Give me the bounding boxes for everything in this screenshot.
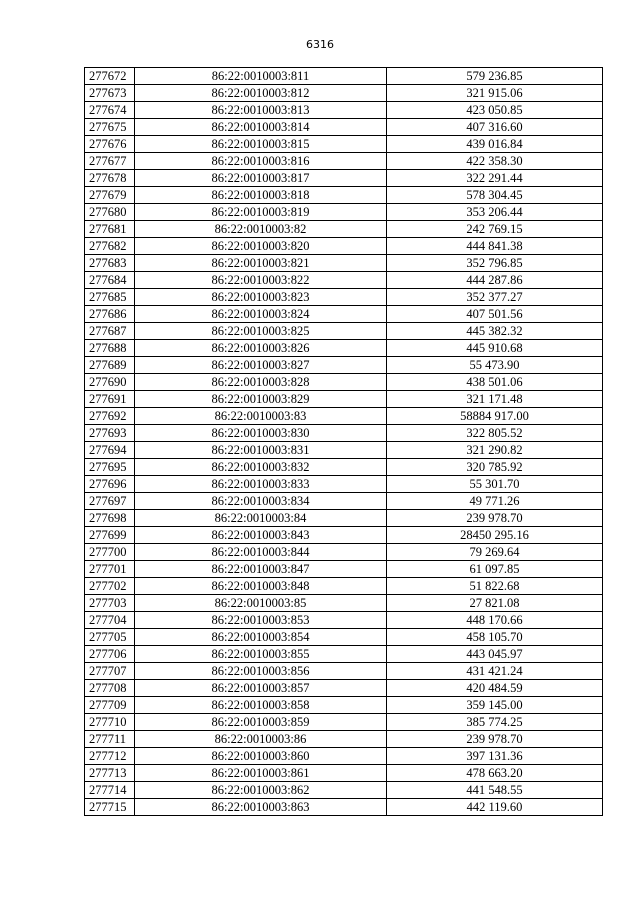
cadastral-value-cell: 385 774.25	[387, 714, 603, 731]
cadastral-value-cell: 27 821.08	[387, 595, 603, 612]
cadastral-number-cell: 86:22:0010003:813	[135, 102, 387, 119]
cadastral-number-cell: 86:22:0010003:860	[135, 748, 387, 765]
cadastral-value-cell: 239 978.70	[387, 731, 603, 748]
cadastral-number-cell: 86:22:0010003:858	[135, 697, 387, 714]
row-number-cell: 277672	[85, 68, 135, 85]
row-number-cell: 277695	[85, 459, 135, 476]
cadastral-number-cell: 86:22:0010003:824	[135, 306, 387, 323]
cadastral-value-cell: 321 290.82	[387, 442, 603, 459]
table-row	[85, 102, 603, 119]
row-number-cell: 277684	[85, 272, 135, 289]
cadastral-value-cell: 439 016.84	[387, 136, 603, 153]
cadastral-number-cell: 86:22:0010003:811	[135, 68, 387, 85]
table-row	[85, 272, 603, 289]
cadastral-value-cell: 423 050.85	[387, 102, 603, 119]
cadastral-value-cell: 445 382.32	[387, 323, 603, 340]
cadastral-number-cell: 86:22:0010003:817	[135, 170, 387, 187]
table-row	[85, 357, 603, 374]
cadastral-value-cell: 443 045.97	[387, 646, 603, 663]
cadastral-number-cell: 86:22:0010003:812	[135, 85, 387, 102]
cadastral-value-cell: 242 769.15	[387, 221, 603, 238]
cadastral-number-cell: 86:22:0010003:830	[135, 425, 387, 442]
cadastral-number-cell: 86:22:0010003:816	[135, 153, 387, 170]
table-row	[85, 459, 603, 476]
table-row	[85, 408, 603, 425]
row-number-cell: 277675	[85, 119, 135, 136]
cadastral-value-cell: 55 473.90	[387, 357, 603, 374]
cadastral-number-cell: 86:22:0010003:826	[135, 340, 387, 357]
table-row	[85, 748, 603, 765]
row-number-cell: 277692	[85, 408, 135, 425]
cadastral-value-cell: 321 915.06	[387, 85, 603, 102]
cadastral-value-cell: 353 206.44	[387, 204, 603, 221]
table-row	[85, 289, 603, 306]
cadastral-number-cell: 86:22:0010003:844	[135, 544, 387, 561]
row-number-cell: 277679	[85, 187, 135, 204]
table-row	[85, 68, 603, 85]
cadastral-value-cell: 407 316.60	[387, 119, 603, 136]
cadastral-number-cell: 86:22:0010003:84	[135, 510, 387, 527]
cadastral-number-cell: 86:22:0010003:856	[135, 663, 387, 680]
table-row	[85, 442, 603, 459]
cadastral-value-cell: 442 119.60	[387, 799, 603, 816]
cadastral-value-cell: 352 377.27	[387, 289, 603, 306]
table-row	[85, 153, 603, 170]
cadastral-value-cell: 322 805.52	[387, 425, 603, 442]
row-number-cell: 277677	[85, 153, 135, 170]
cadastral-value-cell: 79 269.64	[387, 544, 603, 561]
table-row	[85, 374, 603, 391]
table-row	[85, 765, 603, 782]
row-number-cell: 277703	[85, 595, 135, 612]
table-row	[85, 340, 603, 357]
table-row	[85, 561, 603, 578]
row-number-cell: 277676	[85, 136, 135, 153]
cadastral-number-cell: 86:22:0010003:859	[135, 714, 387, 731]
table-row	[85, 527, 603, 544]
registry-table-body	[85, 68, 603, 816]
cadastral-number-cell: 86:22:0010003:820	[135, 238, 387, 255]
table-row	[85, 221, 603, 238]
cadastral-number-cell: 86:22:0010003:829	[135, 391, 387, 408]
cadastral-number-cell: 86:22:0010003:855	[135, 646, 387, 663]
table-row	[85, 476, 603, 493]
row-number-cell: 277708	[85, 680, 135, 697]
cadastral-number-cell: 86:22:0010003:86	[135, 731, 387, 748]
row-number-cell: 277714	[85, 782, 135, 799]
cadastral-number-cell: 86:22:0010003:834	[135, 493, 387, 510]
cadastral-number-cell: 86:22:0010003:854	[135, 629, 387, 646]
table-row	[85, 323, 603, 340]
table-row	[85, 391, 603, 408]
table-row	[85, 714, 603, 731]
cadastral-value-cell: 407 501.56	[387, 306, 603, 323]
cadastral-value-cell: 320 785.92	[387, 459, 603, 476]
row-number-cell: 277701	[85, 561, 135, 578]
cadastral-number-cell: 86:22:0010003:862	[135, 782, 387, 799]
table-row	[85, 544, 603, 561]
row-number-cell: 277710	[85, 714, 135, 731]
cadastral-number-cell: 86:22:0010003:828	[135, 374, 387, 391]
row-number-cell: 277706	[85, 646, 135, 663]
row-number-cell: 277705	[85, 629, 135, 646]
row-number-cell: 277697	[85, 493, 135, 510]
cadastral-value-cell: 441 548.55	[387, 782, 603, 799]
row-number-cell: 277693	[85, 425, 135, 442]
cadastral-number-cell: 86:22:0010003:848	[135, 578, 387, 595]
cadastral-number-cell: 86:22:0010003:833	[135, 476, 387, 493]
cadastral-value-cell: 322 291.44	[387, 170, 603, 187]
cadastral-value-cell: 49 771.26	[387, 493, 603, 510]
cadastral-value-cell: 431 421.24	[387, 663, 603, 680]
cadastral-value-cell: 28450 295.16	[387, 527, 603, 544]
cadastral-value-cell: 420 484.59	[387, 680, 603, 697]
cadastral-value-cell: 478 663.20	[387, 765, 603, 782]
row-number-cell: 277699	[85, 527, 135, 544]
registry-table	[84, 67, 603, 816]
row-number-cell: 277683	[85, 255, 135, 272]
cadastral-value-cell: 444 841.38	[387, 238, 603, 255]
cadastral-number-cell: 86:22:0010003:825	[135, 323, 387, 340]
row-number-cell: 277691	[85, 391, 135, 408]
table-row	[85, 187, 603, 204]
row-number-cell: 277682	[85, 238, 135, 255]
cadastral-number-cell: 86:22:0010003:82	[135, 221, 387, 238]
row-number-cell: 277715	[85, 799, 135, 816]
table-row	[85, 119, 603, 136]
table-row	[85, 629, 603, 646]
table-row	[85, 799, 603, 816]
cadastral-number-cell: 86:22:0010003:853	[135, 612, 387, 629]
cadastral-value-cell: 239 978.70	[387, 510, 603, 527]
table-row	[85, 170, 603, 187]
cadastral-number-cell: 86:22:0010003:863	[135, 799, 387, 816]
cadastral-value-cell: 444 287.86	[387, 272, 603, 289]
row-number-cell: 277690	[85, 374, 135, 391]
row-number-cell: 277686	[85, 306, 135, 323]
page-number: 6316	[306, 38, 334, 51]
table-row	[85, 238, 603, 255]
row-number-cell: 277712	[85, 748, 135, 765]
table-row	[85, 85, 603, 102]
table-row	[85, 782, 603, 799]
cadastral-number-cell: 86:22:0010003:832	[135, 459, 387, 476]
row-number-cell: 277707	[85, 663, 135, 680]
cadastral-number-cell: 86:22:0010003:819	[135, 204, 387, 221]
cadastral-value-cell: 51 822.68	[387, 578, 603, 595]
table-row	[85, 646, 603, 663]
cadastral-number-cell: 86:22:0010003:818	[135, 187, 387, 204]
cadastral-number-cell: 86:22:0010003:861	[135, 765, 387, 782]
row-number-cell: 277698	[85, 510, 135, 527]
table-row	[85, 697, 603, 714]
table-row	[85, 731, 603, 748]
cadastral-number-cell: 86:22:0010003:85	[135, 595, 387, 612]
table-row	[85, 255, 603, 272]
cadastral-value-cell: 438 501.06	[387, 374, 603, 391]
table-row	[85, 680, 603, 697]
cadastral-number-cell: 86:22:0010003:843	[135, 527, 387, 544]
row-number-cell: 277674	[85, 102, 135, 119]
cadastral-value-cell: 422 358.30	[387, 153, 603, 170]
row-number-cell: 277678	[85, 170, 135, 187]
cadastral-value-cell: 445 910.68	[387, 340, 603, 357]
cadastral-value-cell: 58884 917.00	[387, 408, 603, 425]
row-number-cell: 277713	[85, 765, 135, 782]
row-number-cell: 277704	[85, 612, 135, 629]
table-row	[85, 510, 603, 527]
cadastral-number-cell: 86:22:0010003:83	[135, 408, 387, 425]
table-row	[85, 136, 603, 153]
cadastral-value-cell: 579 236.85	[387, 68, 603, 85]
row-number-cell: 277687	[85, 323, 135, 340]
row-number-cell: 277681	[85, 221, 135, 238]
cadastral-value-cell: 397 131.36	[387, 748, 603, 765]
cadastral-value-cell: 578 304.45	[387, 187, 603, 204]
cadastral-value-cell: 352 796.85	[387, 255, 603, 272]
cadastral-number-cell: 86:22:0010003:822	[135, 272, 387, 289]
cadastral-number-cell: 86:22:0010003:815	[135, 136, 387, 153]
row-number-cell: 277696	[85, 476, 135, 493]
cadastral-number-cell: 86:22:0010003:814	[135, 119, 387, 136]
cadastral-number-cell: 86:22:0010003:831	[135, 442, 387, 459]
row-number-cell: 277711	[85, 731, 135, 748]
table-row	[85, 612, 603, 629]
table-row	[85, 663, 603, 680]
cadastral-value-cell: 359 145.00	[387, 697, 603, 714]
cadastral-value-cell: 55 301.70	[387, 476, 603, 493]
row-number-cell: 277709	[85, 697, 135, 714]
cadastral-value-cell: 458 105.70	[387, 629, 603, 646]
table-row	[85, 204, 603, 221]
row-number-cell: 277680	[85, 204, 135, 221]
row-number-cell: 277700	[85, 544, 135, 561]
row-number-cell: 277689	[85, 357, 135, 374]
cadastral-value-cell: 448 170.66	[387, 612, 603, 629]
table-row	[85, 578, 603, 595]
row-number-cell: 277694	[85, 442, 135, 459]
row-number-cell: 277685	[85, 289, 135, 306]
cadastral-number-cell: 86:22:0010003:847	[135, 561, 387, 578]
row-number-cell: 277688	[85, 340, 135, 357]
row-number-cell: 277702	[85, 578, 135, 595]
table-row	[85, 425, 603, 442]
cadastral-value-cell: 61 097.85	[387, 561, 603, 578]
cadastral-number-cell: 86:22:0010003:857	[135, 680, 387, 697]
cadastral-number-cell: 86:22:0010003:823	[135, 289, 387, 306]
cadastral-number-cell: 86:22:0010003:821	[135, 255, 387, 272]
table-row	[85, 493, 603, 510]
table-row	[85, 306, 603, 323]
cadastral-value-cell: 321 171.48	[387, 391, 603, 408]
row-number-cell: 277673	[85, 85, 135, 102]
table-row	[85, 595, 603, 612]
cadastral-number-cell: 86:22:0010003:827	[135, 357, 387, 374]
